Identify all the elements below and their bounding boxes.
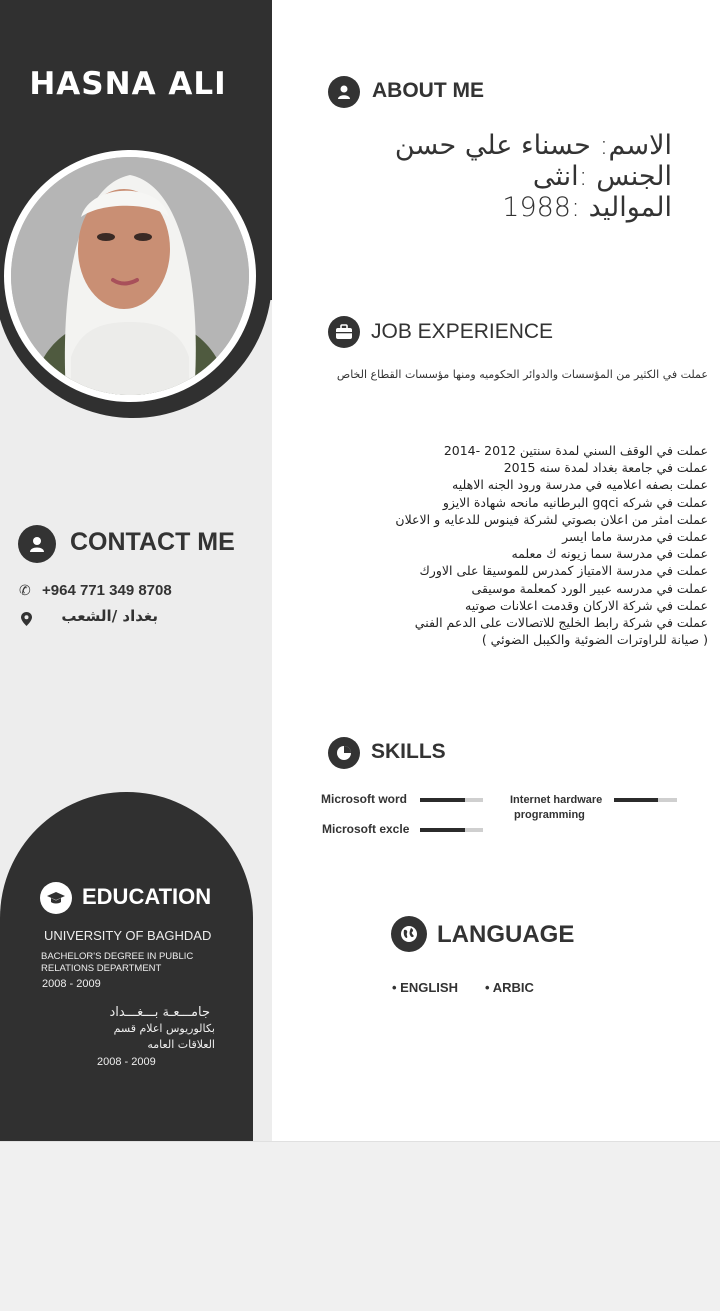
skill-bar-fill (420, 828, 465, 832)
education-years: 2008 - 2009 (42, 978, 101, 990)
about-gender: الجنس :انثى (532, 161, 672, 192)
page-bottom-area (0, 1141, 720, 1311)
list-item: عملت في الوقف السني لمدة سنتين 2012 -2014 (443, 443, 708, 458)
language-item-label: ENGLISH (400, 980, 458, 995)
education-university: UNIVERSITY OF BAGHDAD (44, 928, 212, 943)
about-birth: المواليد :1988 (502, 192, 672, 223)
list-item: عملت بصفه اعلاميه في مدرسة ورود الجنه الاهليه (452, 477, 708, 493)
list-item: عملت في مدرسة سما زيونه ك معلمه (511, 546, 708, 562)
skill-label: Microsoft excle (322, 822, 410, 836)
list-item: عملت في مدرسة ماما ايسر (562, 529, 708, 545)
list-item: ( صيانة للراوترات الضوئية والكيبل الضوئي ) (481, 632, 708, 648)
graduation-cap-icon (40, 882, 72, 914)
language-item-arabic: • ARBIC (485, 980, 534, 995)
skill-bar-fill (614, 798, 658, 802)
skill-label: Microsoft word (321, 792, 407, 806)
about-name: الاسم: حسناء علي حسن (394, 130, 672, 161)
skill-bar (420, 798, 483, 802)
skill-label-line2: programming (514, 809, 585, 821)
contact-address: بغداد /الشعب (61, 607, 158, 625)
skill-bar (420, 828, 483, 832)
briefcase-icon (328, 316, 360, 348)
job-title: JOB EXPERIENCE (371, 320, 554, 343)
list-item: عملت في جامعة بغداد لمدة سنه 2015 (503, 460, 708, 476)
job-list (395, 442, 708, 648)
contact-phone: +964 771 349 8708 (42, 582, 172, 599)
education-ar-degree2: العلاقات العامه (147, 1038, 215, 1051)
language-item-english: • ENGLISH (392, 980, 458, 995)
pie-chart-icon (328, 737, 360, 769)
skill-bar (614, 798, 677, 802)
skill-label: Internet hardware (510, 794, 603, 806)
list-item: عملت في مدرسه عبير الورد كمعلمة موسيقى (471, 580, 708, 596)
profile-photo (11, 157, 249, 395)
location-pin-icon (21, 611, 32, 630)
education-ar-university: جامـــعـة بـــغـــداد (109, 1005, 210, 1020)
list-item: عملت في شركه gqci البرطانيه مانحه شهادة الايزو (442, 494, 708, 510)
language-title: LANGUAGE (437, 921, 575, 948)
list-item: عملت في شركة رابط الخليج للاتصالات على الدعم الفني (414, 615, 708, 631)
education-ar-years: 2008 - 2009 (97, 1056, 156, 1068)
phone-icon: ✆ (19, 583, 31, 599)
name-title: HASNA ALI (29, 66, 227, 102)
list-item: عملت في مدرسة الامتياز كمدرس للموسيقا على الاورك (419, 563, 708, 579)
about-lines (395, 130, 672, 223)
education-degree-line2: RELATIONS DEPARTMENT (41, 963, 162, 974)
user-circle-icon (18, 525, 56, 563)
job-summary: عملت في الكثير من المؤسسات والدوائر الحكوميه ومنها مؤسسات القطاع الخاص (336, 368, 708, 381)
skill-bar-fill (420, 798, 465, 802)
skills-title: SKILLS (371, 740, 446, 763)
education-degree-line1: BACHELOR'S DEGREE IN PUBLIC (41, 951, 194, 962)
language-item-label: ARBIC (492, 980, 534, 995)
education-ar-degree1: بكالوريوس اعلام قسم (113, 1022, 215, 1035)
education-title: EDUCATION (82, 884, 212, 909)
list-item: عملت امثر من اعلان بصوتي لشركة فينوس للدعايه و الاعلان (395, 511, 708, 527)
list-item: عملت في شركة الاركان وقدمت اعلانات صوتيه (465, 597, 708, 613)
person-icon (328, 76, 360, 108)
about-title: ABOUT ME (372, 79, 484, 102)
contact-title: CONTACT ME (70, 528, 235, 556)
globe-icon (391, 916, 427, 952)
